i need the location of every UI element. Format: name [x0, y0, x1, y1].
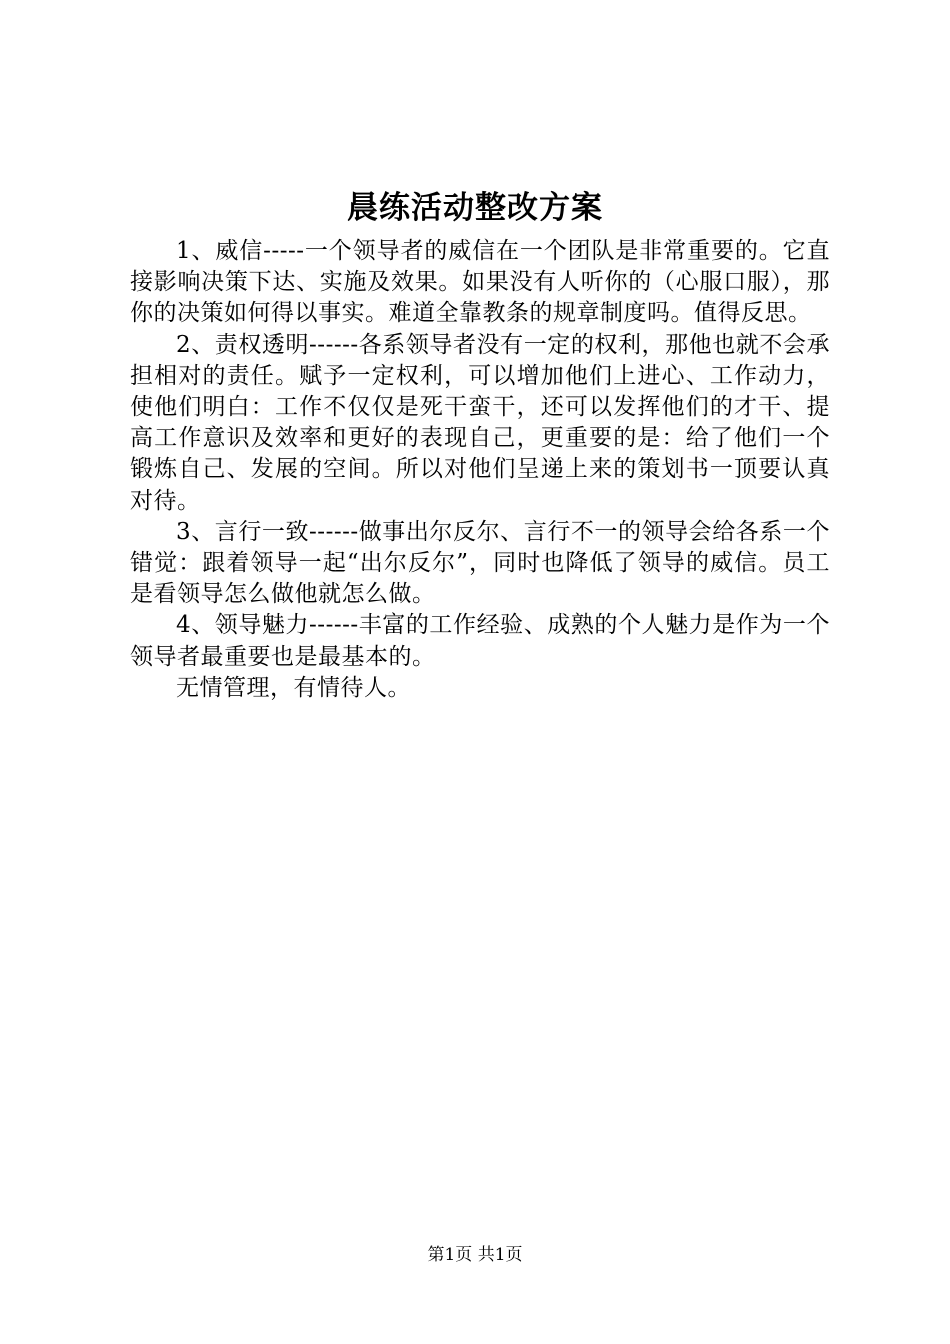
paragraph-consistency: 3、言行一致------做事出尔反尔、言行不一的领导会给各系一个错觉：跟着领导一起“出尔反尔”，同时也降低了领导的威信。员工是看领导怎么做他就怎么做。 — [130, 518, 830, 608]
paragraph-closing: 无情管理，有情待人。 — [176, 674, 411, 701]
paragraph-authority: 1、威信-----一个领导者的威信在一个团队是非常重要的。它直接影响决策下达、实施及效果。如果没有人听你的（心服口服），那你的决策如何得以事实。难道全靠教条的规章制度吗。值得反思。 — [130, 238, 830, 327]
document-body — [130, 236, 830, 704]
page-footer: 第1页 共1页 — [427, 1245, 523, 1265]
document-title: 晨练活动整改方案 — [347, 190, 603, 226]
paragraph-responsibility: 2、责权透明------各系领导者没有一定的权利，那他也就不会承担相对的责任。赋予一定权利，可以增加他们上进心、工作动力，使他们明白：工作不仅仅是死干蛮干，还可以发挥他们的才干、提高工作意识及效率和更好的表现自己，更重要的是：给了他们一个锻炼自己、发展的空间。所以对他们呈递上来的策划书一顶要认真对待。 — [130, 331, 830, 514]
paragraph-charisma: 4、领导魅力------丰富的工作经验、成熟的个人魅力是作为一个领导者最重要也是最基本的。 — [130, 612, 830, 670]
